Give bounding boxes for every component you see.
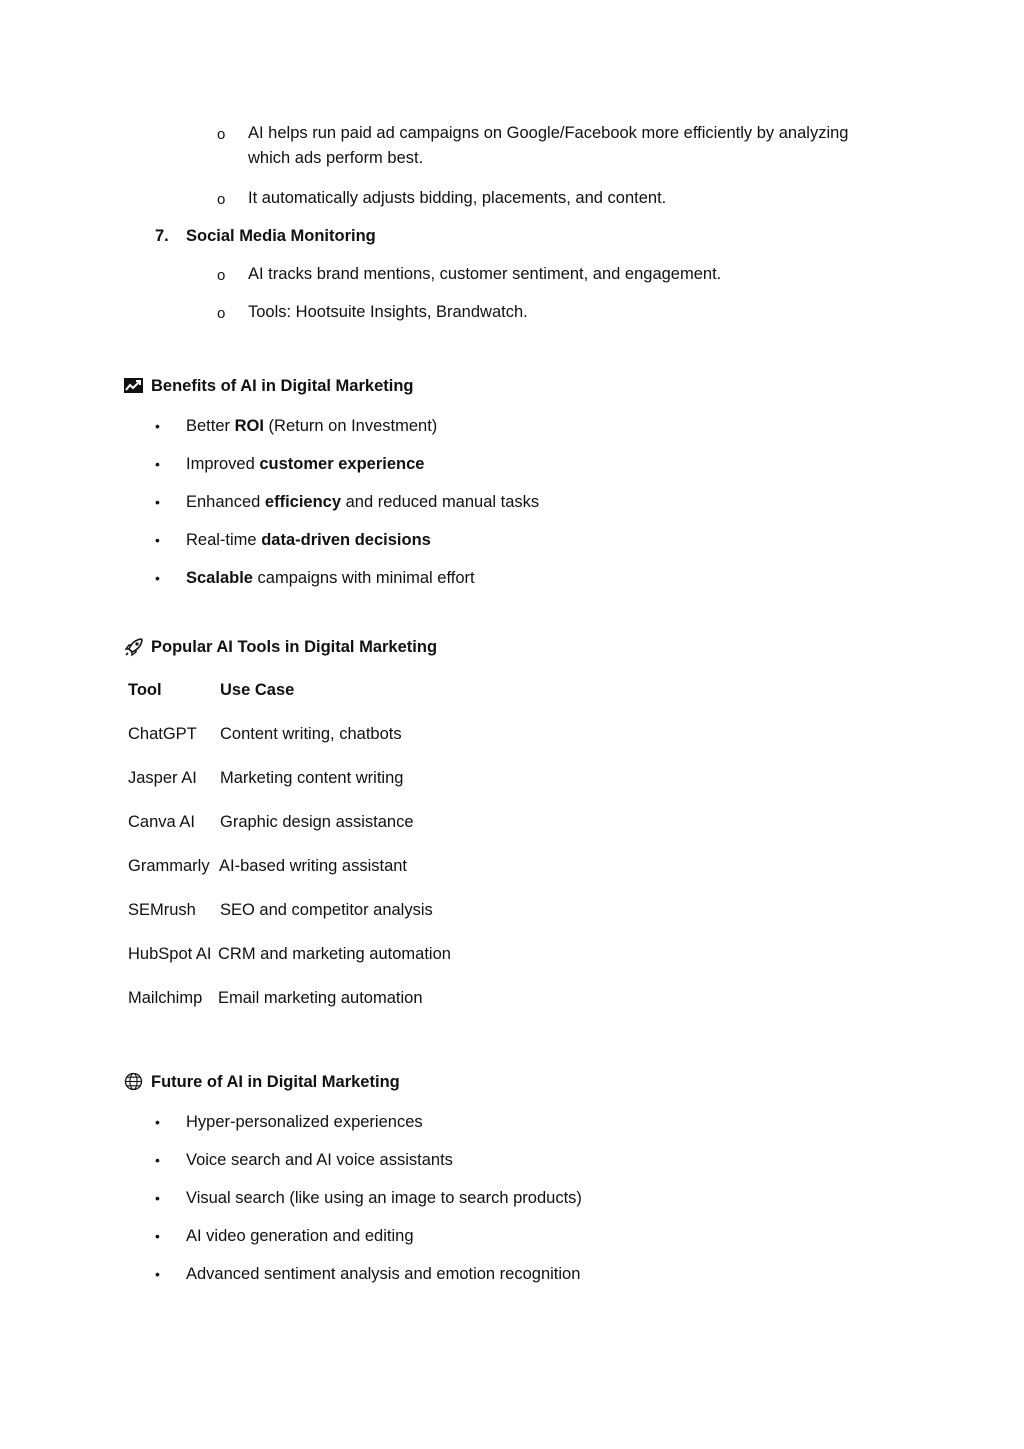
list-item-text: Tools: Hootsuite Insights, Brandwatch. — [248, 303, 528, 321]
future-item: AI video generation and editing — [186, 1227, 414, 1245]
future-heading: Future of AI in Digital Marketing — [151, 1073, 400, 1091]
tool-name: Grammarly — [128, 857, 210, 875]
column-header-use-case: Use Case — [220, 681, 295, 699]
tool-use-case: Content writing, chatbots — [220, 725, 402, 743]
tool-use-case: Graphic design assistance — [220, 813, 414, 831]
bullet: • — [155, 570, 160, 586]
tool-use-case: Email marketing automation — [218, 989, 423, 1007]
tool-name: Mailchimp — [128, 989, 203, 1007]
sub-bullet: o — [217, 191, 226, 208]
benefit-item: Improved customer experience — [186, 455, 425, 473]
future-item: Visual search (like using an image to search products) — [186, 1189, 582, 1207]
benefits-heading: Benefits of AI in Digital Marketing — [151, 377, 414, 395]
section-number: 7. — [155, 227, 169, 245]
future-item: Advanced sentiment analysis and emotion recognition — [186, 1265, 581, 1283]
section-title: Social Media Monitoring — [186, 227, 376, 245]
chart-increasing-icon — [124, 376, 144, 396]
tool-name: SEMrush — [128, 901, 196, 919]
list-item-text: It automatically adjusts bidding, placements, and content. — [248, 189, 667, 207]
future-item: Voice search and AI voice assistants — [186, 1151, 453, 1169]
tool-use-case: AI-based writing assistant — [219, 857, 408, 875]
bullet: • — [155, 456, 160, 472]
tool-name: Canva AI — [128, 813, 195, 831]
tool-use-case: CRM and marketing automation — [218, 945, 451, 963]
rocket-icon — [124, 637, 144, 657]
tool-use-case: Marketing content writing — [220, 769, 404, 787]
bullet: • — [155, 418, 160, 434]
column-header-tool: Tool — [128, 681, 162, 699]
sub-bullet: o — [217, 267, 226, 284]
bullet: • — [155, 1190, 160, 1206]
benefit-item: Real-time data-driven decisions — [186, 531, 431, 549]
bullet: • — [155, 1228, 160, 1244]
bullet: • — [155, 1152, 160, 1168]
tool-use-case: SEO and competitor analysis — [220, 901, 433, 919]
list-item-text: AI helps run paid ad campaigns on Google/Facebook more efficiently by analyzing — [248, 124, 849, 142]
tool-name: Jasper AI — [128, 769, 197, 787]
benefit-item: Scalable campaigns with minimal effort — [186, 569, 475, 587]
list-item-text: AI tracks brand mentions, customer sentiment, and engagement. — [248, 265, 722, 283]
bullet: • — [155, 1114, 160, 1130]
sub-bullet: o — [217, 126, 226, 143]
tools-heading: Popular AI Tools in Digital Marketing — [151, 638, 438, 656]
tool-name: HubSpot AI — [128, 945, 212, 963]
globe-icon — [124, 1072, 144, 1092]
bullet: • — [155, 532, 160, 548]
future-item: Hyper-personalized experiences — [186, 1113, 423, 1131]
bullet: • — [155, 1266, 160, 1282]
list-item-text: which ads perform best. — [248, 149, 424, 167]
tool-name: ChatGPT — [128, 725, 197, 743]
benefit-item: Better ROI (Return on Investment) — [186, 417, 438, 435]
benefit-item: Enhanced efficiency and reduced manual tasks — [186, 493, 540, 511]
sub-bullet: o — [217, 305, 226, 322]
bullet: • — [155, 494, 160, 510]
